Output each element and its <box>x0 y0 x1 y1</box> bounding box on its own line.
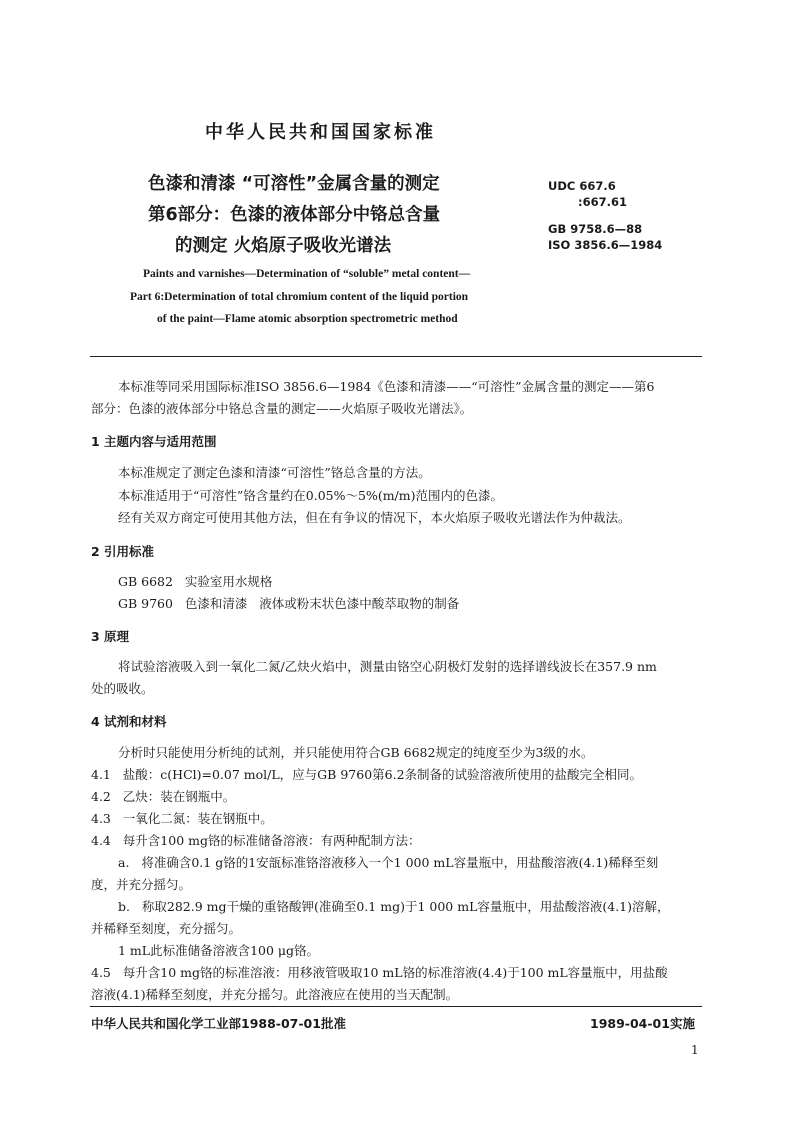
item-4-5-line-2: 溶液(4.1)稀释至刻度，并充分摇匀。此溶液应在使用的当天配制。 <box>91 987 459 1002</box>
intro-line-2: 部分：色漆的液体部分中铬总含量的测定——火焰原子吸收光谱法》。 <box>91 401 473 416</box>
udc-code-line-1: UDC 667.6 <box>548 179 616 193</box>
section-3-heading: 3 原理 <box>91 629 130 644</box>
english-title-line-1: Paints and varnishes—Determination of “soluble” metal content— <box>143 268 471 280</box>
gb-code: GB 9758.6—88 <box>548 222 643 236</box>
udc-code-line-2: :667.61 <box>578 195 627 209</box>
section-1-paragraph-3: 经有关双方商定可使用其他方法，但在有争议的情况下，本火焰原子吸收光谱法作为仲裁法。 <box>118 510 631 525</box>
approval-note: 中华人民共和国化学工业部1988-07-01批准 <box>91 1016 346 1031</box>
item-4-4: 4.4 每升含100 mg铬的标准储备溶液：有两种配制方法： <box>91 833 421 848</box>
iso-code: ISO 3856.6—1984 <box>548 238 663 252</box>
item-4-4-b-line-1: b. 称取282.9 mg干燥的重铬酸钾(准确至0.1 mg)于1 000 mL容量瓶中，用盐酸溶液(4.1)溶解， <box>118 899 670 914</box>
chinese-title-line-1: 色漆和清漆 “可溶性”金属含量的测定 <box>148 174 440 194</box>
reference-gb-9760: GB 9760 色漆和清漆 液体或粉末状色漆中酸萃取物的制备 <box>118 596 460 611</box>
item-4-1: 4.1 盐酸：c(HCl)=0.07 mol/L，应与GB 9760第6.2条制备的试验溶液所使用的盐酸完全相同。 <box>91 767 643 782</box>
intro-line-1: 本标准等同采用国际标准ISO 3856.6—1984《色漆和清漆——“可溶性”金属含量的测定——第6 <box>118 379 655 394</box>
chinese-title-line-3: 的测定 火焰原子吸收光谱法 <box>175 236 392 256</box>
item-4-4-a-line-1: a. 将准确含0.1 g铬的1安瓿标准铬溶液移入一个1 000 mL容量瓶中，用盐酸溶液(4.1)稀释至刻 <box>118 855 659 870</box>
item-4-4-b-line-2: 并稀释至刻度，充分摇匀。 <box>91 921 242 936</box>
implementation-date: 1989-04-01实施 <box>590 1016 695 1031</box>
english-title-line-3: of the paint—Flame atomic absorption spectrometric method <box>157 313 458 325</box>
section-2-heading: 2 引用标准 <box>91 544 155 559</box>
section-4-intro: 分析时只能使用分析纯的试剂，并只能使用符合GB 6682规定的纯度至少为3级的水。 <box>118 745 594 760</box>
section-1-paragraph-2: 本标准适用于“可溶性”铬含量约在0.05%～5%(m/m)范围内的色漆。 <box>118 488 503 503</box>
national-standard-heading: 中华人民共和国国家标准 <box>205 122 436 143</box>
footer-divider <box>90 1006 702 1007</box>
section-3-line-2: 处的吸收。 <box>91 681 154 696</box>
section-4-heading: 4 试剂和材料 <box>91 714 167 729</box>
reference-gb-6682: GB 6682 实验室用水规格 <box>118 574 273 589</box>
header-divider <box>90 356 702 357</box>
stock-solution-note: 1 mL此标准储备溶液含100 μg铬。 <box>118 943 320 958</box>
section-1-paragraph-1: 本标准规定了测定色漆和清漆“可溶性”铬总含量的方法。 <box>118 465 431 480</box>
section-3-line-1: 将试验溶液吸入到一氧化二氮/乙炔火焰中，测量由铬空心阴极灯发射的选择谱线波长在357.9 nm <box>118 659 657 674</box>
item-4-2: 4.2 乙炔：装在钢瓶中。 <box>91 789 236 804</box>
item-4-5-line-1: 4.5 每升含10 mg铬的标准溶液：用移液管吸取10 mL铬的标准溶液(4.4)于100 mL容量瓶中，用盐酸 <box>91 965 668 980</box>
item-4-4-a-line-2: 度，并充分摇匀。 <box>91 877 192 892</box>
chinese-title-line-2: 第6部分：色漆的液体部分中铬总含量 <box>148 205 441 225</box>
section-1-heading: 1 主题内容与适用范围 <box>91 434 217 449</box>
english-title-line-2: Part 6:Determination of total chromium content of the liquid portion <box>130 291 469 303</box>
page-number: 1 <box>691 1043 699 1057</box>
item-4-3: 4.3 一氧化二氮：装在钢瓶中。 <box>91 811 273 826</box>
